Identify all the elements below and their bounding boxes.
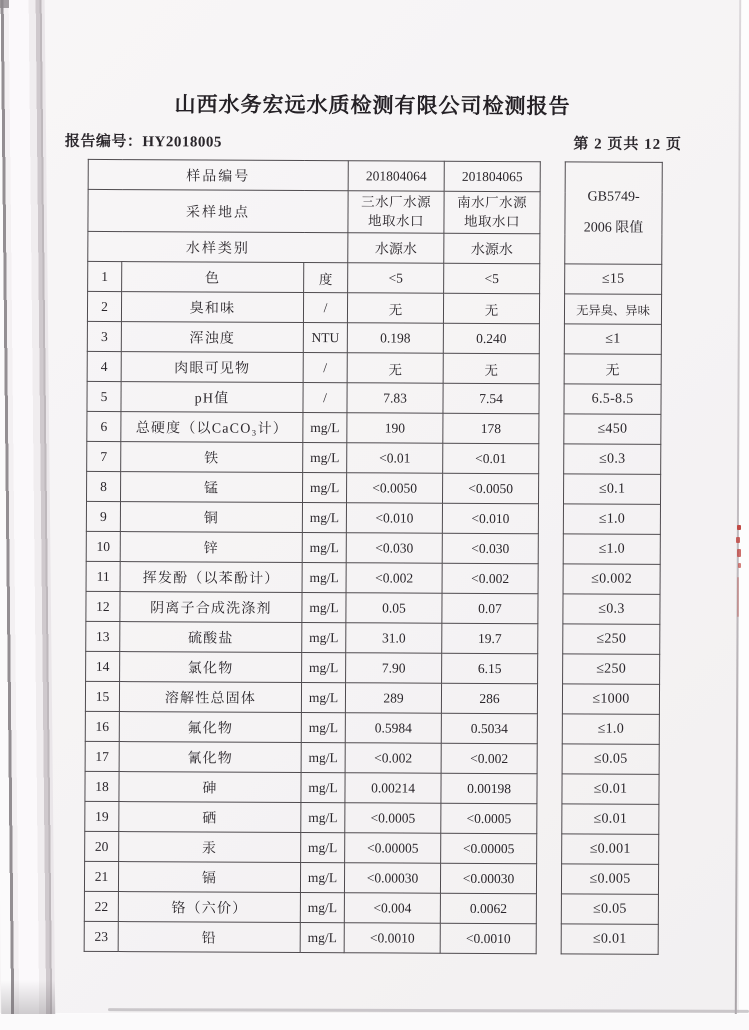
item-name-cell: 肉眼可见物 [121, 352, 303, 383]
unit-cell: 度 [304, 263, 348, 293]
sample2-value-cell: <0.010 [442, 503, 538, 534]
row-number-cell: 4 [87, 351, 121, 381]
row-number-cell: 11 [86, 561, 120, 591]
unit-cell: mg/L [302, 623, 346, 653]
table-row [84, 921, 658, 954]
sample1-value-cell: 0.00214 [345, 773, 441, 804]
unit-cell: mg/L [301, 773, 345, 803]
gap-cell [536, 924, 561, 954]
report-number-label: 报告编号： [64, 133, 143, 151]
gap-cell [539, 414, 564, 444]
row-number-cell: 18 [85, 771, 119, 801]
table-row [84, 891, 658, 924]
gap-cell [538, 564, 563, 594]
sample2-value-cell: 无 [443, 293, 539, 324]
table-row [87, 441, 661, 474]
sample1-value-cell: <0.0050 [347, 473, 443, 504]
unit-cell: mg/L [301, 683, 345, 713]
row-number-cell: 19 [85, 801, 119, 831]
limit-column-header [565, 162, 663, 265]
row-number-cell: 22 [84, 891, 118, 921]
table-row [87, 291, 661, 324]
limit-value-cell: ≤0.01 [561, 924, 658, 955]
unit-cell: mg/L [300, 893, 344, 923]
row-number-cell: 15 [85, 681, 119, 711]
row-number-cell: 9 [86, 501, 120, 531]
limit-value-cell: 无异臭、异味 [564, 294, 661, 325]
sample1-value-cell: 7.83 [347, 383, 443, 414]
item-name-cell: 铜 [120, 502, 302, 533]
sample1-value-cell: 31.0 [346, 623, 442, 654]
sample2-value-cell: 0.240 [443, 323, 539, 354]
unit-cell: NTU [303, 323, 347, 353]
item-name-cell: 阴离子合成洗涤剂 [120, 592, 302, 623]
header-row-sample-no [88, 159, 662, 192]
limit-value-cell: 6.5-8.5 [564, 384, 661, 415]
sample2-no: 201804065 [444, 161, 540, 192]
sample1-value-cell: <5 [348, 263, 444, 294]
item-name-cell: 溶解性总固体 [119, 682, 301, 713]
sample1-value-cell: <0.0005 [345, 803, 441, 834]
unit-cell: mg/L [302, 473, 346, 503]
sample2-value-cell: <0.00030 [440, 863, 536, 894]
sample2-value-cell: 6.15 [442, 653, 538, 684]
limit-value-cell: ≤250 [563, 624, 660, 655]
results-table [84, 159, 663, 955]
sample1-value-cell: <0.00030 [344, 863, 440, 894]
unit-cell: mg/L [300, 863, 344, 893]
sample1-site [348, 191, 444, 234]
table-row [85, 831, 659, 864]
gap-cell [538, 534, 563, 564]
row-number-cell: 3 [87, 321, 121, 351]
unit-cell: / [303, 383, 347, 413]
sample1-no: 201804064 [348, 161, 444, 192]
sample1-value-cell: 无 [347, 353, 443, 384]
scan-background-bottom [0, 1014, 749, 1030]
table-row [85, 771, 659, 804]
gap-cell [537, 804, 562, 834]
item-name-cell: 铅 [118, 922, 300, 953]
item-name-cell: 氰化物 [119, 742, 301, 773]
row-number-cell: 6 [87, 411, 121, 441]
unit-cell: mg/L [301, 713, 345, 743]
table-row [86, 621, 660, 654]
table-row [85, 741, 659, 774]
unit-cell: mg/L [301, 803, 345, 833]
limit-value-cell: ≤0.3 [564, 444, 661, 475]
sample1-value-cell: <0.01 [347, 443, 443, 474]
item-name-cell: 砷 [119, 772, 301, 803]
sample2-value-cell: <0.0010 [440, 923, 536, 954]
sample1-value-cell: <0.010 [346, 503, 442, 534]
sample2-site-line2: 地取水口 [463, 213, 521, 229]
unit-cell: mg/L [302, 503, 346, 533]
sample2-value-cell: <0.0005 [441, 803, 537, 834]
sample2-value-cell: <5 [444, 263, 540, 294]
gap-cell [539, 384, 564, 414]
limit-value-cell: ≤1.0 [562, 714, 659, 745]
sample2-value-cell: 0.07 [442, 593, 538, 624]
sample1-site-line1: 三水厂水源 [361, 194, 432, 210]
sample2-value-cell: 0.0062 [440, 893, 536, 924]
sample2-value-cell: <0.0050 [443, 473, 539, 504]
limit-value-cell: ≤1.0 [563, 504, 660, 535]
sample1-value-cell: <0.004 [344, 893, 440, 924]
unit-cell: mg/L [302, 533, 346, 563]
unit-cell: mg/L [303, 413, 347, 443]
table-row [85, 711, 659, 744]
sample2-value-cell: <0.002 [441, 743, 537, 774]
gap-cell [539, 354, 564, 384]
row-number-cell: 7 [87, 441, 121, 471]
sample1-type: 水源水 [348, 233, 444, 264]
page-title: 山西水务宏远水质检测有限公司检测报告 [174, 93, 571, 119]
item-name-cell: 浑浊度 [121, 322, 303, 353]
limit-value-cell: ≤15 [565, 264, 662, 295]
gap-cell [539, 324, 564, 354]
limit-value-cell: 无 [564, 354, 661, 385]
report-number [65, 130, 222, 152]
table-row [86, 651, 660, 684]
results-table-body [84, 261, 662, 954]
gap-cell [537, 774, 562, 804]
report-number-value: HY2018005 [142, 134, 222, 151]
limit-header-line2: 2006 限值 [583, 219, 644, 236]
row-number-cell: 14 [86, 651, 120, 681]
sample2-value-cell: 178 [443, 413, 539, 444]
limit-value-cell: ≤0.002 [563, 564, 660, 595]
item-name-cell: 色 [122, 262, 304, 293]
item-name-cell: 臭和味 [121, 292, 303, 323]
sample1-value-cell: 无 [347, 293, 443, 324]
row-number-cell: 12 [86, 591, 120, 621]
gap-cell [540, 264, 565, 294]
sample2-value-cell: 无 [443, 353, 539, 384]
document-content [46, 0, 696, 955]
row-number-cell: 10 [86, 531, 120, 561]
gap-cell [537, 684, 562, 714]
table-row [87, 381, 661, 414]
sample2-site [444, 191, 540, 234]
unit-cell: mg/L [300, 923, 344, 953]
item-name-cell: 镉 [118, 862, 300, 893]
unit-cell: mg/L [302, 563, 346, 593]
report-meta-row [65, 130, 692, 154]
type-label: 水样类别 [88, 231, 348, 262]
limit-header-line1: GB5749- [587, 189, 640, 205]
row-number-cell: 23 [84, 921, 118, 951]
sample1-value-cell: <0.002 [345, 743, 441, 774]
table-row [86, 531, 660, 564]
sample1-value-cell: 0.05 [346, 593, 442, 624]
unit-cell: mg/L [301, 743, 345, 773]
item-name-cell: 硒 [119, 802, 301, 833]
gap-cell [536, 894, 561, 924]
item-name-cell: 铁 [121, 442, 303, 473]
row-number-cell: 17 [85, 741, 119, 771]
gap-cell [539, 474, 564, 504]
sample2-value-cell: <0.030 [442, 533, 538, 564]
row-number-cell: 1 [88, 261, 122, 291]
limit-value-cell: ≤0.3 [563, 594, 660, 625]
sample2-value-cell: <0.01 [443, 443, 539, 474]
table-row [85, 681, 659, 714]
row-number-cell: 21 [84, 861, 118, 891]
row-number-cell: 20 [85, 831, 119, 861]
item-name-cell: 挥发酚（以苯酚计） [120, 562, 302, 593]
gap-cell [539, 444, 564, 474]
gap-cell [537, 834, 562, 864]
item-name-cell: 硫酸盐 [120, 622, 302, 653]
sample1-value-cell: 190 [347, 413, 443, 444]
red-ink-marks [735, 525, 743, 620]
row-number-cell: 8 [87, 471, 121, 501]
item-name-cell: 汞 [119, 832, 301, 863]
gap-cell [538, 624, 563, 654]
item-name-cell: 锌 [120, 532, 302, 563]
sample1-value-cell: 0.198 [347, 323, 443, 354]
sample1-value-cell: <0.002 [346, 563, 442, 594]
sample1-value-cell: <0.030 [346, 533, 442, 564]
unit-cell: mg/L [302, 593, 346, 623]
table-row [87, 321, 661, 354]
item-name-cell: 铬（六价） [118, 892, 300, 923]
gap-cell [539, 294, 564, 324]
sample2-site-line1: 南水厂水源 [457, 195, 528, 211]
unit-cell: mg/L [303, 443, 347, 473]
sample1-value-cell: 7.90 [346, 653, 442, 684]
unit-cell: / [303, 293, 347, 323]
sample1-site-line2: 地取水口 [367, 212, 425, 229]
sample2-value-cell: 19.7 [442, 623, 538, 654]
limit-value-cell: ≤0.05 [562, 744, 659, 775]
table-row [84, 861, 658, 894]
limit-value-cell: ≤0.05 [561, 894, 658, 925]
table-row [86, 501, 660, 534]
limit-value-cell: ≤450 [564, 414, 661, 445]
sample2-value-cell: 286 [441, 683, 537, 714]
scan-corner-artifact [0, 0, 9, 8]
limit-value-cell: ≤0.005 [561, 864, 658, 895]
gap-cell [537, 744, 562, 774]
limit-value-cell: ≤0.01 [562, 774, 659, 805]
table-row [87, 411, 661, 444]
sample2-value-cell: <0.00005 [441, 833, 537, 864]
item-name-cell: 总硬度（以CaCO₃计） [121, 412, 303, 443]
unit-cell: mg/L [301, 833, 345, 863]
table-gap-column [540, 162, 566, 264]
site-label: 采样地点 [88, 189, 348, 232]
sample-no-label: 样品编号 [88, 159, 348, 190]
gap-cell [538, 654, 563, 684]
sample1-value-cell: 0.5984 [345, 713, 441, 744]
unit-cell: / [303, 353, 347, 383]
table-row [88, 261, 662, 294]
gap-cell [537, 714, 562, 744]
table-row [87, 471, 661, 504]
sample2-value-cell: 7.54 [443, 383, 539, 414]
gap-cell [538, 504, 563, 534]
sample1-value-cell: 289 [345, 683, 441, 714]
table-row [86, 561, 660, 594]
limit-value-cell: ≤1000 [562, 684, 659, 715]
limit-value-cell: ≤0.01 [562, 804, 659, 835]
row-number-cell: 16 [85, 711, 119, 741]
item-name-cell: 氯化物 [120, 652, 302, 683]
row-number-cell: 5 [87, 381, 121, 411]
sample2-value-cell: 0.5034 [441, 713, 537, 744]
limit-value-cell: ≤0.1 [564, 474, 661, 505]
table-row [85, 801, 659, 834]
sample2-value-cell: 0.00198 [441, 773, 537, 804]
gap-cell [538, 594, 563, 624]
item-name-cell: pH值 [121, 382, 303, 413]
sample1-value-cell: <0.0010 [344, 923, 440, 954]
unit-cell: mg/L [302, 653, 346, 683]
limit-value-cell: ≤0.001 [562, 834, 659, 865]
limit-value-cell: ≤1 [564, 324, 661, 355]
item-name-cell: 氟化物 [119, 712, 301, 743]
sample2-type: 水源水 [444, 233, 540, 264]
item-name-cell: 锰 [121, 472, 303, 503]
table-row [87, 351, 661, 384]
gap-cell [536, 864, 561, 894]
limit-value-cell: ≤1.0 [563, 534, 660, 565]
limit-value-cell: ≤250 [563, 654, 660, 685]
results-table-wrap [84, 159, 695, 955]
table-row [86, 591, 660, 624]
row-number-cell: 2 [87, 291, 121, 321]
page-indicator: 第 2 页共 12 页 [573, 136, 682, 153]
sample2-value-cell: <0.002 [442, 563, 538, 594]
sample1-value-cell: <0.00005 [345, 833, 441, 864]
row-number-cell: 13 [86, 621, 120, 651]
